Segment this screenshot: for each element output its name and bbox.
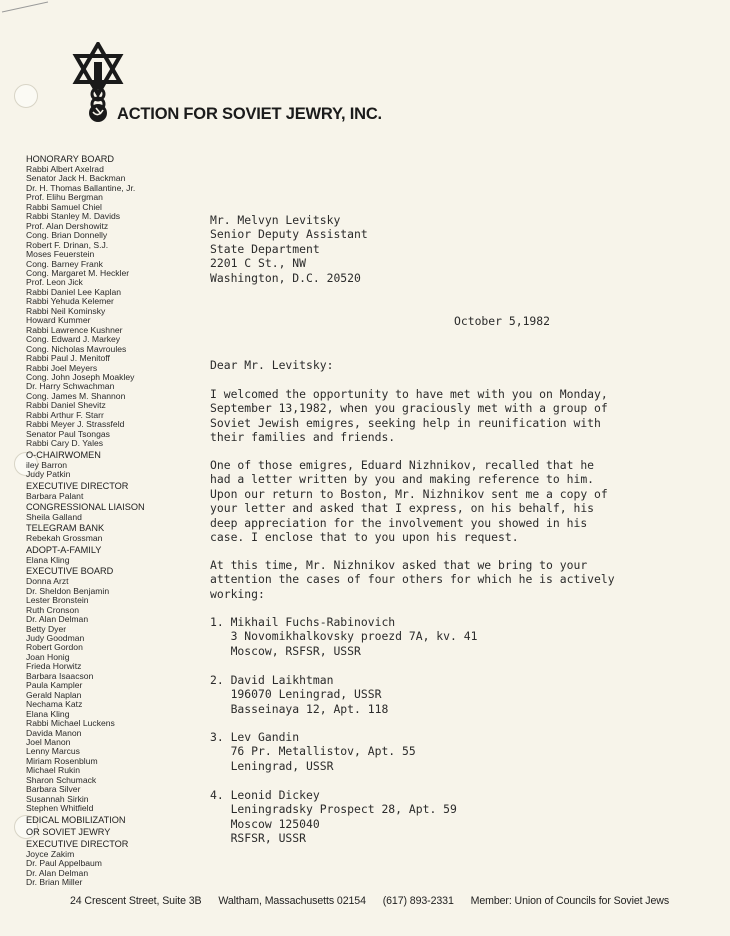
address-line: Mr. Melvyn Levitsky (210, 213, 341, 227)
case-line: 3 Novomikhalkovsky proezd 7A, kv. 41 (210, 629, 478, 644)
board-member-name: Barbara Silver (26, 784, 81, 795)
case-line: RSFSR, USSR (210, 831, 307, 846)
board-member-name: Cong. Barney Frank (26, 258, 103, 269)
paragraph-line: I welcomed the opportunity to have met with you on Monday, (210, 387, 608, 401)
board-member-name: Ruth Cronson (26, 604, 80, 615)
paragraph-line: Upon our return to Boston, Mr. Nizhnikov sent me a copy of (210, 486, 608, 501)
board-member-name: Rabbi Lawrence Kushner (26, 324, 123, 335)
board-member-name: Dr. H. Thomas Ballantine, Jr. (26, 182, 136, 193)
board-member-name: Rabbi Paul J. Menitoff (26, 353, 110, 364)
case-line: Basseinaya 12, Apt. 118 (210, 701, 389, 716)
case-item-2 (210, 673, 388, 716)
board-section (26, 815, 186, 826)
board-member-name: Cong. Nicholas Mavroules (26, 343, 127, 354)
board-member-name: Prof. Leon Jick (26, 277, 83, 288)
address-line: Washington, D.C. 20520 (210, 270, 361, 285)
board-member-name: Judy Patkin (26, 469, 71, 480)
paragraph-line: September 13,1982, when you graciously met with a group of (210, 401, 608, 416)
board-member-name: Howard Kummer (26, 315, 91, 326)
case-line: Leningrad, USSR (210, 758, 334, 773)
punch-hole (14, 84, 38, 108)
board-member-name: Lester Bronstein (26, 595, 89, 606)
address-line: State Department (210, 241, 320, 256)
board-member-name: Sharon Schumack (26, 774, 97, 785)
board-member-name: Rabbi Neil Kominsky (26, 305, 106, 316)
board-member-name: Betty Dyer (26, 623, 67, 634)
case-line: 2. David Laikhtman (210, 673, 334, 687)
paragraph-line: working: (210, 586, 265, 601)
paragraph-1 (210, 387, 608, 445)
paragraph-line: Soviet Jewish emigres, seeking help in reunification with (210, 415, 601, 430)
board-member-name: Nechama Katz (26, 699, 83, 710)
paragraph-line: your letter and asked that I express, on his behalf, his (210, 501, 595, 516)
board-member-name: Joan Honig (26, 651, 70, 662)
paragraph-3 (210, 558, 615, 601)
board-member-name: Lenny Marcus (26, 746, 80, 757)
board-member-name: Prof. Alan Dershowitz (26, 220, 109, 231)
board-member-name: Davida Manon (26, 727, 82, 738)
board-section (26, 154, 186, 449)
board-member-name: Barbara Isaacson (26, 670, 94, 681)
board-member-name: Cong. Brian Donnelly (26, 230, 108, 241)
board-section (26, 450, 186, 480)
paragraph-2 (210, 458, 608, 544)
board-member-name: Dr. Harry Schwachman (26, 381, 115, 392)
salutation: Dear Mr. Levitsky: (210, 358, 334, 372)
board-member-name: Dr. Alan Delman (26, 867, 89, 878)
case-line: 1. Mikhail Fuchs-Rabinovich (210, 615, 396, 629)
paragraph-line: case. I enclose that to you upon his request. (210, 530, 519, 545)
board-member-name: Rabbi Yehuda Kelemer (26, 296, 114, 307)
board-member-name: Cong. Edward J. Markey (26, 334, 121, 345)
board-member-name: Rabbi Michael Luckens (26, 718, 115, 729)
board-member-name: Senator Jack H. Backman (26, 173, 126, 184)
board-member-name: Senator Paul Tsongas (26, 428, 110, 439)
board-section (26, 502, 186, 522)
case-line: 196070 Leningrad, USSR (210, 687, 382, 702)
board-member-name: Rabbi Samuel Chiel (26, 201, 102, 212)
board-member-name: Rabbi Daniel Shevitz (26, 400, 106, 411)
board-section (26, 827, 186, 838)
board-member-name: Joel Manon (26, 737, 71, 748)
board-member-name: Elana Kling (26, 554, 70, 565)
board-member-name: Dr. Alan Delman (26, 614, 89, 625)
paragraph-line: had a letter written by you and making reference to him. (210, 472, 595, 487)
case-line: 4. Leonid Dickey (210, 788, 320, 802)
case-item-4 (210, 788, 457, 846)
board-member-name: Barbara Palant (26, 490, 84, 501)
board-member-name: Robert F. Drinan, S.J. (26, 239, 109, 250)
board-member-name: Rabbi Joel Meyers (26, 362, 98, 373)
organization-name: ACTION FOR SOVIET JEWRY, INC. (117, 105, 382, 123)
board-member-name: Rabbi Arthur F. Starr (26, 409, 104, 420)
board-section (26, 545, 186, 565)
paragraph-line: At this time, Mr. Nizhnikov asked that we bring to your (210, 558, 588, 572)
footer-city: Waltham, Massachusetts 02154 (218, 895, 366, 907)
board-heading: OR SOVIET JEWRY (26, 826, 111, 837)
board-member-name: Prof. Elihu Bergman (26, 192, 103, 203)
board-member-name: Michael Rukin (26, 765, 80, 776)
case-line: 3. Lev Gandin (210, 730, 300, 744)
board-member-name: Cong. James M. Shannon (26, 390, 126, 401)
address-line: Senior Deputy Assistant (210, 227, 368, 242)
case-line: Moscow 125040 (210, 816, 320, 831)
board-section (26, 566, 186, 813)
board-section (26, 839, 186, 888)
board-member-name: Judy Goodman (26, 633, 85, 644)
recipient-address (210, 213, 368, 285)
board-heading: EXECUTIVE DIRECTOR (26, 838, 129, 849)
board-section (26, 481, 186, 501)
board-member-list (26, 153, 186, 887)
footer-street: 24 Crescent Street, Suite 3B (70, 895, 202, 907)
letter-date: October 5,1982 (454, 314, 551, 328)
paragraph-line: attention the cases of four others for which he is actively (210, 572, 615, 587)
case-line: Moscow, RSFSR, USSR (210, 643, 361, 658)
board-member-name: Stephen Whitfield (26, 803, 94, 814)
letterhead-footer (70, 895, 683, 907)
board-heading: EXECUTIVE BOARD (26, 566, 114, 577)
board-heading: CONGRESSIONAL LIAISON (26, 501, 145, 512)
board-member-name: Joyce Zakim (26, 848, 75, 859)
paragraph-line: One of those emigres, Eduard Nizhnikov, recalled that he (210, 458, 595, 472)
board-member-name: Dr. Sheldon Benjamin (26, 585, 110, 596)
board-member-name: Gerald Naplan (26, 689, 82, 700)
board-member-name: Donna Arzt (26, 576, 69, 587)
board-heading: EDICAL MOBILIZATION (26, 814, 126, 825)
board-member-name: Dr. Brian Miller (26, 877, 83, 887)
board-member-name: Rebekah Grossman (26, 533, 103, 544)
footer-phone: (617) 893-2331 (382, 895, 454, 907)
board-member-name: Cong. Margaret M. Heckler (26, 267, 130, 278)
case-line: Leningradsky Prospect 28, Apt. 59 (210, 802, 457, 817)
board-member-name: Rabbi Meyer J. Strassfeld (26, 419, 125, 430)
board-heading: EXECUTIVE DIRECTOR (26, 480, 129, 491)
board-heading: ADOPT-A-FAMILY (26, 544, 102, 555)
board-heading: HONORARY BOARD (26, 154, 114, 164)
board-member-name: Dr. Paul Appelbaum (26, 858, 102, 869)
board-member-name: Sheila Galland (26, 511, 82, 522)
board-heading: O-CHAIRWOMEN (26, 449, 101, 460)
board-section (26, 523, 186, 543)
case-line: 76 Pr. Metallistov, Apt. 55 (210, 744, 416, 759)
board-member-name: Paula Kampler (26, 680, 83, 691)
board-member-name: Rabbi Stanley M. Davids (26, 211, 121, 222)
case-item-1 (210, 615, 477, 658)
paragraph-line: their families and friends. (210, 430, 396, 445)
board-member-name: Rabbi Daniel Lee Kaplan (26, 286, 122, 297)
board-member-name: Moses Feuerstein (26, 249, 95, 260)
paragraph-line: deep appreciation for the involvement you showed in his (210, 515, 588, 530)
board-heading: TELEGRAM BANK (26, 523, 105, 534)
board-member-name: Cong. John Joseph Moakley (26, 371, 135, 382)
pencil-mark (0, 0, 60, 14)
board-member-name: Rabbi Albert Axelrad (26, 164, 104, 174)
board-member-name: Elana Kling (26, 708, 70, 719)
board-member-name: Susannah Sirkin (26, 793, 89, 804)
address-line: 2201 C St., NW (210, 256, 307, 271)
board-member-name: iley Barron (26, 459, 68, 470)
case-item-3 (210, 730, 416, 773)
footer-member: Member: Union of Councils for Soviet Jews (470, 895, 670, 907)
board-member-name: Rabbi Cary D. Yales (26, 438, 104, 449)
board-member-name: Robert Gordon (26, 642, 83, 653)
board-member-name: Frieda Horwitz (26, 661, 82, 672)
board-member-name: Miriam Rosenblum (26, 755, 98, 766)
